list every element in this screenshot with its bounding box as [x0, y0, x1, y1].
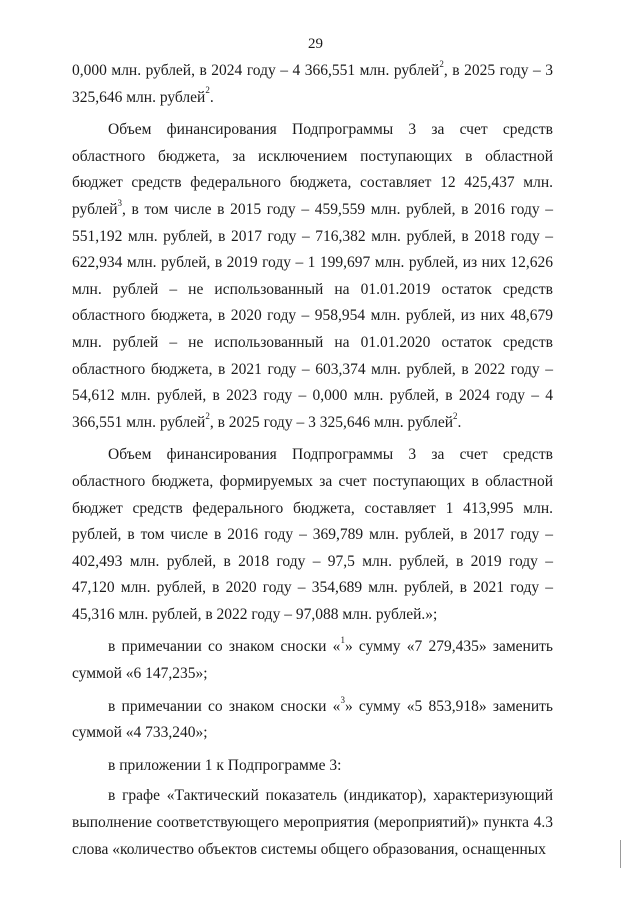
text-run: , в 2025 году – 3 325,646 млн. рублей: [209, 413, 454, 431]
paragraph-p5: [72, 694, 553, 747]
text-run: .: [209, 88, 214, 106]
scan-artifact-line: [620, 840, 621, 868]
text-run: , в том числе в 2015 году – 459,559 млн. рублей, в 2016 году – 551,192 млн. рублей, в 2017 году – 716,382 млн. рублей, в 2018 году – 622,934 млн. рублей, в 2019 году – 1 199,697 млн. рублей, из них 12,626 млн. рублей – не использованный на 01.01.2019 остаток средств областного бюджета, в 2020 году – 958,954 млн. рублей, из них 48,679 млн. рублей – не использованный на 01.01.2020 остаток средств областного бюджета, в 2021 году – 603,374 млн. рублей, в 2022 году – 54,612 млн. рублей, в 2023 году – 0,000 млн. рублей, в 2024 году – 4 366,551 млн. рублей: [72, 200, 553, 431]
text-run: Объем финансирования Подпрограммы 3 за счет средств областного бюджета, за исключением поступающих в областной бюджет средств федерального бюджета, составляет 12 425,437 млн. рублей: [72, 121, 553, 218]
text-run: в приложении 1 к Подпрограмме 3:: [108, 756, 342, 774]
footnote-marker: 2: [453, 410, 458, 421]
text-run: » сумму «5 853,918» заменить суммой «4 733,240»;: [72, 697, 553, 742]
footnote-marker: 3: [340, 694, 345, 705]
footnote-marker: 3: [117, 197, 123, 208]
footnote-marker: 2: [205, 85, 210, 96]
paragraph-p1: [72, 58, 553, 111]
paragraph-p6: [72, 753, 553, 780]
text-run: » сумму «7 279,435» заменить суммой «6 147,235»;: [72, 638, 553, 683]
paragraph-p3: [72, 442, 553, 628]
text-run: 0,000 млн. рублей, в 2024 году – 4 366,551 млн. рублей: [72, 62, 440, 79]
paragraph-p2: [72, 117, 553, 436]
footnote-marker: 2: [205, 410, 210, 421]
footnote-marker: 2: [439, 58, 444, 69]
paragraph-p7: [72, 783, 553, 863]
footnote-marker: 1: [340, 635, 345, 646]
text-run: в примечании со знаком сноски «: [108, 638, 341, 656]
text-run: , в 2025 году – 3 325,646 млн. рублей: [72, 62, 553, 106]
text-run: в графе «Тактический показатель (индикатор), характеризующий выполнение соответствующего мероприятия (мероприятий)» пункта 4.3 слова «количество объектов системы общего образования, оснащенных: [72, 787, 553, 858]
text-run: .: [457, 413, 462, 431]
document-body: [72, 58, 553, 863]
page-number: 29: [308, 36, 323, 52]
paragraph-p4: [72, 634, 553, 687]
text-run: Объем финансирования Подпрограммы 3 за счет средств областного бюджета, формируемых за счет поступающих в областной бюджет средств федерального бюджета, составляет 1 413,995 млн. рублей, в том числе в 2016 году – 369,789 млн. рублей, в 2017 году – 402,493 млн. рублей, в 2018 году – 97,5 млн. рублей, в 2019 году – 47,120 млн. рублей, в 2020 году – 354,689 млн. рублей, в 2021 году – 45,316 млн. рублей, в 2022 году – 97,088 млн. рублей.»;: [72, 446, 553, 623]
text-run: в примечании со знаком сноски «: [108, 697, 341, 715]
